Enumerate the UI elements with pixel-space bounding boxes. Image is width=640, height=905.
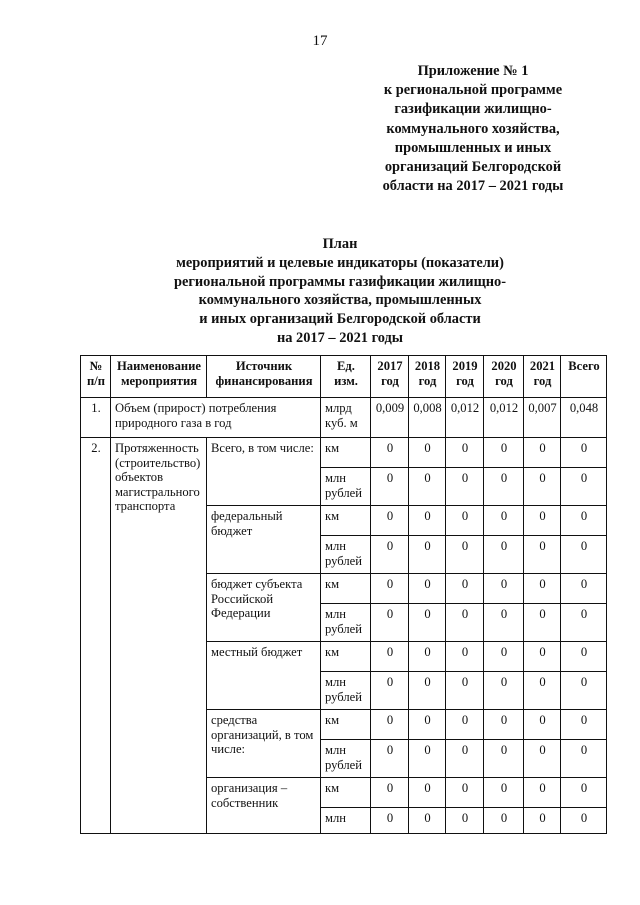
unit-cell: км	[321, 642, 371, 672]
value-cell: 0	[561, 808, 607, 834]
header-total: Всего	[561, 356, 607, 398]
header-name: Наименование мероприятия	[111, 356, 207, 398]
value-cell: 0	[524, 468, 561, 506]
value-cell: 0	[409, 438, 446, 468]
funding-source: бюджет субъекта Российской Федерации	[207, 574, 321, 642]
appendix-line: газификации жилищно-	[394, 101, 552, 118]
value-cell: 0	[524, 438, 561, 468]
row-number: 2.	[81, 438, 111, 834]
value-cell: 0	[524, 778, 561, 808]
value-cell: 0	[409, 740, 446, 778]
appendix-line: коммунального хозяйства,	[386, 120, 560, 137]
value-cell: 0	[409, 672, 446, 710]
value-cell: 0	[371, 778, 409, 808]
value-cell: 0	[561, 438, 607, 468]
row-number: 1.	[81, 398, 111, 438]
value-cell: 0	[484, 468, 524, 506]
appendix-heading	[366, 62, 580, 196]
value-cell: 0	[371, 808, 409, 834]
value-cell: 0	[409, 710, 446, 740]
value-cell: 0	[371, 574, 409, 604]
value-cell: 0,048	[561, 398, 607, 438]
value-cell: 0	[446, 740, 484, 778]
plan-title	[140, 235, 540, 348]
value-cell: 0	[524, 604, 561, 642]
value-cell: 0	[484, 438, 524, 468]
value-cell: 0	[446, 506, 484, 536]
table-row	[81, 398, 607, 438]
value-cell: 0	[446, 574, 484, 604]
value-cell: 0	[524, 506, 561, 536]
table-row	[81, 438, 607, 468]
value-cell: 0	[484, 536, 524, 574]
header-year-2019: 2019 год	[446, 356, 484, 398]
value-cell: 0,012	[446, 398, 484, 438]
unit-cell: млн рублей	[321, 672, 371, 710]
unit-cell: млрд куб. м	[321, 398, 371, 438]
value-cell: 0	[561, 672, 607, 710]
header-number: № п/п	[81, 356, 111, 398]
value-cell: 0	[524, 808, 561, 834]
appendix-line: организаций Белгородской	[384, 159, 562, 176]
value-cell: 0	[446, 536, 484, 574]
value-cell: 0	[446, 778, 484, 808]
value-cell: 0	[561, 506, 607, 536]
value-cell: 0	[446, 672, 484, 710]
header-year-2017: 2017 год	[371, 356, 409, 398]
value-cell: 0	[446, 468, 484, 506]
header-source: Источник финансирования	[207, 356, 321, 398]
value-cell: 0	[561, 642, 607, 672]
value-cell: 0,009	[371, 398, 409, 438]
funding-source: средства организаций, в том числе:	[207, 710, 321, 778]
header-year-2020: 2020 год	[484, 356, 524, 398]
value-cell: 0	[446, 642, 484, 672]
value-cell: 0	[484, 808, 524, 834]
measure-name: Протяженность (строительство) объектов магистрального транспорта	[111, 438, 207, 834]
value-cell: 0	[524, 574, 561, 604]
value-cell: 0,012	[484, 398, 524, 438]
funding-source: местный бюджет	[207, 642, 321, 710]
header-year-2018: 2018 год	[409, 356, 446, 398]
unit-cell: км	[321, 710, 371, 740]
appendix-line: к региональной программе	[383, 82, 563, 99]
value-cell: 0	[446, 808, 484, 834]
unit-cell: км	[321, 438, 371, 468]
unit-cell: млн рублей	[321, 536, 371, 574]
value-cell: 0	[484, 574, 524, 604]
value-cell: 0	[484, 710, 524, 740]
value-cell: 0	[561, 468, 607, 506]
value-cell: 0	[446, 604, 484, 642]
page-number: 17	[312, 33, 328, 49]
value-cell: 0	[561, 740, 607, 778]
value-cell: 0	[371, 740, 409, 778]
header-unit: Ед. изм.	[321, 356, 371, 398]
plan-title-line: и иных организаций Белгородской области	[199, 311, 481, 328]
value-cell: 0	[484, 672, 524, 710]
value-cell: 0	[409, 536, 446, 574]
value-cell: 0	[561, 710, 607, 740]
unit-cell: млн рублей	[321, 740, 371, 778]
appendix-line: промышленных и иных	[394, 139, 552, 156]
value-cell: 0	[371, 642, 409, 672]
unit-cell: км	[321, 778, 371, 808]
value-cell: 0	[524, 672, 561, 710]
unit-cell: млн рублей	[321, 604, 371, 642]
measure-name: Объем (прирост) потребления природного газа в год	[111, 398, 321, 438]
plan-title-line: на 2017 – 2021 годы	[276, 329, 404, 346]
value-cell: 0	[484, 778, 524, 808]
value-cell: 0	[371, 536, 409, 574]
value-cell: 0	[371, 710, 409, 740]
value-cell: 0,008	[409, 398, 446, 438]
value-cell: 0	[409, 604, 446, 642]
value-cell: 0	[371, 672, 409, 710]
value-cell: 0	[484, 642, 524, 672]
value-cell: 0	[371, 468, 409, 506]
value-cell: 0	[524, 710, 561, 740]
funding-source: Всего, в том числе:	[207, 438, 321, 506]
plan-table	[80, 355, 607, 834]
value-cell: 0	[561, 604, 607, 642]
value-cell: 0	[524, 642, 561, 672]
value-cell: 0	[409, 506, 446, 536]
value-cell: 0	[524, 536, 561, 574]
value-cell: 0	[371, 506, 409, 536]
value-cell: 0	[409, 778, 446, 808]
funding-source: федеральный бюджет	[207, 506, 321, 574]
value-cell: 0	[484, 506, 524, 536]
value-cell: 0	[484, 604, 524, 642]
header-year-2021: 2021 год	[524, 356, 561, 398]
value-cell: 0	[409, 808, 446, 834]
funding-source: организация – собственник	[207, 778, 321, 834]
table-header-row	[81, 356, 607, 398]
unit-cell: км	[321, 574, 371, 604]
unit-cell: млн рублей	[321, 468, 371, 506]
appendix-line: Приложение № 1	[417, 63, 529, 79]
value-cell: 0	[484, 740, 524, 778]
unit-cell: км	[321, 506, 371, 536]
value-cell: 0	[371, 604, 409, 642]
value-cell: 0	[409, 468, 446, 506]
plan-title-line: мероприятий и целевые индикаторы (показатели)	[176, 254, 504, 271]
value-cell: 0	[409, 642, 446, 672]
value-cell: 0	[446, 710, 484, 740]
plan-title-line: региональной программы газификации жилищно-	[173, 273, 507, 290]
unit-cell: млн	[321, 808, 371, 834]
value-cell: 0	[561, 574, 607, 604]
value-cell: 0	[409, 574, 446, 604]
appendix-line: области на 2017 – 2021 годы	[382, 178, 564, 195]
value-cell: 0	[371, 438, 409, 468]
plan-title-line: коммунального хозяйства, промышленных	[198, 292, 482, 309]
value-cell: 0	[561, 536, 607, 574]
value-cell: 0	[524, 740, 561, 778]
value-cell: 0,007	[524, 398, 561, 438]
value-cell: 0	[446, 438, 484, 468]
plan-title-line: План	[322, 236, 358, 252]
value-cell: 0	[561, 778, 607, 808]
